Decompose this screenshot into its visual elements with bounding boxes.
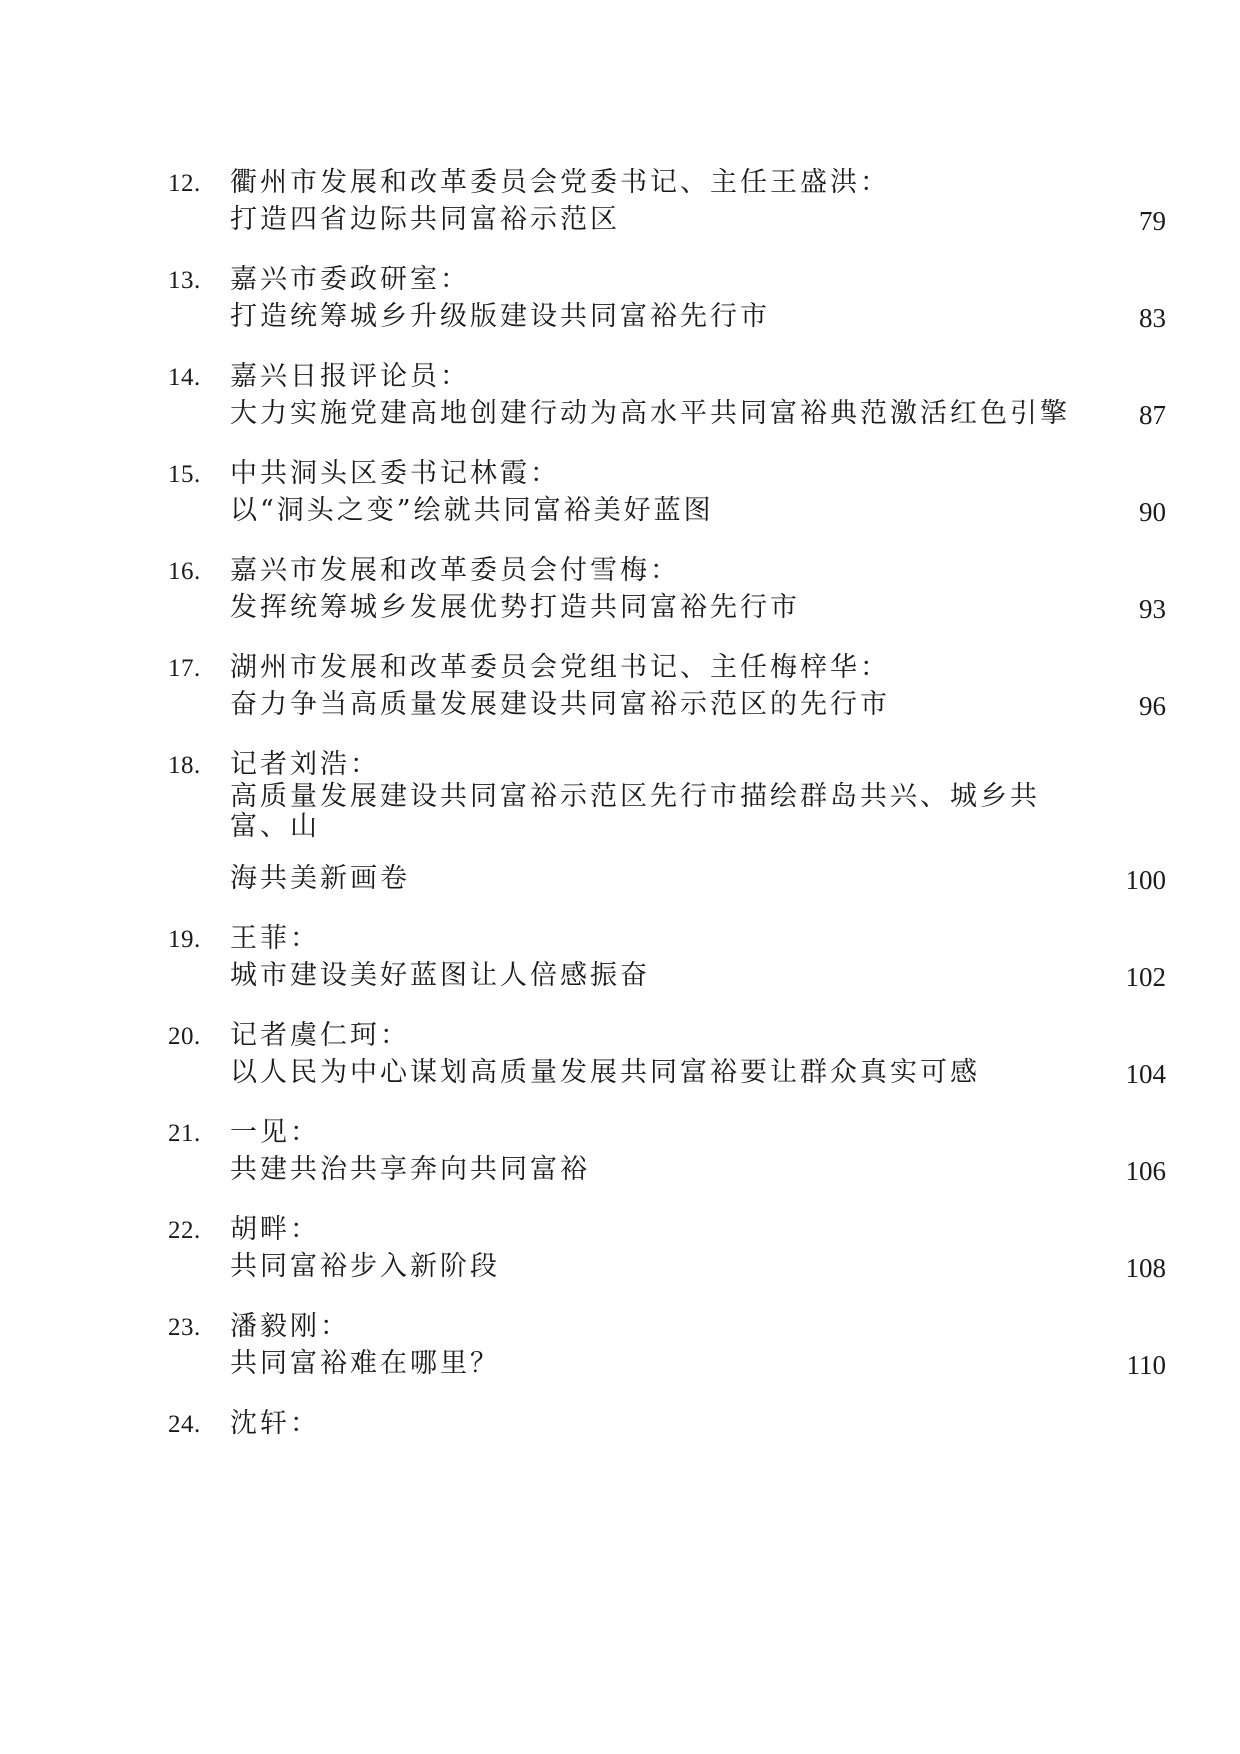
entry-page-number: 102 xyxy=(1125,962,1166,992)
entry-title: 以“洞头之变”绘就共同富裕美好蓝图 xyxy=(230,495,714,526)
entry-number: 21. xyxy=(168,1120,201,1147)
entry-page-number: 83 xyxy=(1139,303,1166,333)
entry-title: 打造四省边际共同富裕示范区 xyxy=(230,204,620,235)
entry-title: 大力实施党建高地创建行动为高水平共同富裕典范激活红色引擎 xyxy=(230,398,1070,429)
toc-entry-title-continuation-row[interactable] xyxy=(0,851,1240,911)
entry-author: 中共洞头区委书记林霞： xyxy=(230,458,560,489)
entry-page-number: 90 xyxy=(1139,497,1166,527)
toc-entry-title-row[interactable] xyxy=(0,1336,1240,1396)
entry-page-number: 106 xyxy=(1125,1156,1166,1186)
entry-page-number: 104 xyxy=(1125,1059,1166,1089)
entry-number: 24. xyxy=(168,1411,201,1438)
entry-title: 发挥统筹城乡发展优势打造共同富裕先行市 xyxy=(230,592,800,623)
entry-number: 14. xyxy=(168,364,201,391)
entry-number: 22. xyxy=(168,1217,201,1244)
entry-number: 19. xyxy=(168,926,201,953)
entry-page-number: 79 xyxy=(1139,206,1166,236)
entry-title: 打造统筹城乡升级版建设共同富裕先行市 xyxy=(230,301,770,332)
toc-entry-title-row[interactable] xyxy=(0,1239,1240,1299)
entry-title: 以人民为中心谋划高质量发展共同富裕要让群众真实可感 xyxy=(230,1057,980,1088)
entry-title: 城市建设美好蓝图让人倍感振奋 xyxy=(230,960,650,991)
entry-title-continuation: 海共美新画卷 xyxy=(230,863,410,894)
entry-page-number: 100 xyxy=(1125,865,1166,895)
entry-page-number: 93 xyxy=(1139,594,1166,624)
entry-author: 一见： xyxy=(230,1117,320,1148)
entry-title: 高质量发展建设共同富裕示范区先行市描绘群岛共兴、城乡共富、山 xyxy=(230,781,1040,842)
entry-author: 嘉兴市发展和改革委员会付雪梅： xyxy=(230,555,680,586)
toc-entry-title-row[interactable] xyxy=(0,192,1240,252)
entry-page-number: 87 xyxy=(1139,400,1166,430)
entry-number: 12. xyxy=(168,170,201,197)
entry-author: 嘉兴市委政研室： xyxy=(230,264,470,295)
toc-entry-title-row[interactable] xyxy=(0,580,1240,640)
toc-entry-title-row[interactable] xyxy=(0,386,1240,446)
toc-entry-title-row[interactable] xyxy=(0,1045,1240,1105)
entry-number: 16. xyxy=(168,558,201,585)
entry-author: 潘毅刚： xyxy=(230,1311,350,1342)
entry-page-number: 108 xyxy=(1125,1253,1166,1283)
entry-title: 共同富裕难在哪里？ xyxy=(230,1348,500,1379)
entry-page-number: 96 xyxy=(1139,691,1166,721)
entry-author: 王菲： xyxy=(230,923,320,954)
entry-number: 23. xyxy=(168,1314,201,1341)
entry-number: 17. xyxy=(168,655,201,682)
entry-page-number: 110 xyxy=(1126,1350,1166,1380)
toc-entry-title-row[interactable] xyxy=(0,289,1240,349)
entry-author: 记者刘浩： xyxy=(230,749,380,780)
toc-entry-title-row[interactable] xyxy=(0,1142,1240,1202)
toc-entry-author-row xyxy=(0,1396,1240,1456)
toc-entry-title-row[interactable] xyxy=(0,948,1240,1008)
entry-title: 共同富裕步入新阶段 xyxy=(230,1251,500,1282)
toc-entry-title-row[interactable] xyxy=(0,677,1240,737)
entry-title: 奋力争当高质量发展建设共同富裕示范区的先行市 xyxy=(230,689,890,720)
entry-number: 15. xyxy=(168,461,201,488)
entry-author: 衢州市发展和改革委员会党委书记、主任王盛洪： xyxy=(230,167,890,198)
entry-author: 湖州市发展和改革委员会党组书记、主任梅梓华： xyxy=(230,652,890,683)
entry-author: 记者虞仁珂： xyxy=(230,1020,410,1051)
entry-number: 20. xyxy=(168,1023,201,1050)
entry-author: 沈轩： xyxy=(230,1408,320,1439)
entry-number: 13. xyxy=(168,267,201,294)
toc-entry-title-row[interactable] xyxy=(0,772,1240,852)
entry-author: 嘉兴日报评论员： xyxy=(230,361,470,392)
entry-author: 胡畔： xyxy=(230,1214,320,1245)
toc-entry-title-row[interactable] xyxy=(0,483,1240,543)
entry-title: 共建共治共享奔向共同富裕 xyxy=(230,1154,590,1185)
entry-number: 18. xyxy=(168,752,201,779)
